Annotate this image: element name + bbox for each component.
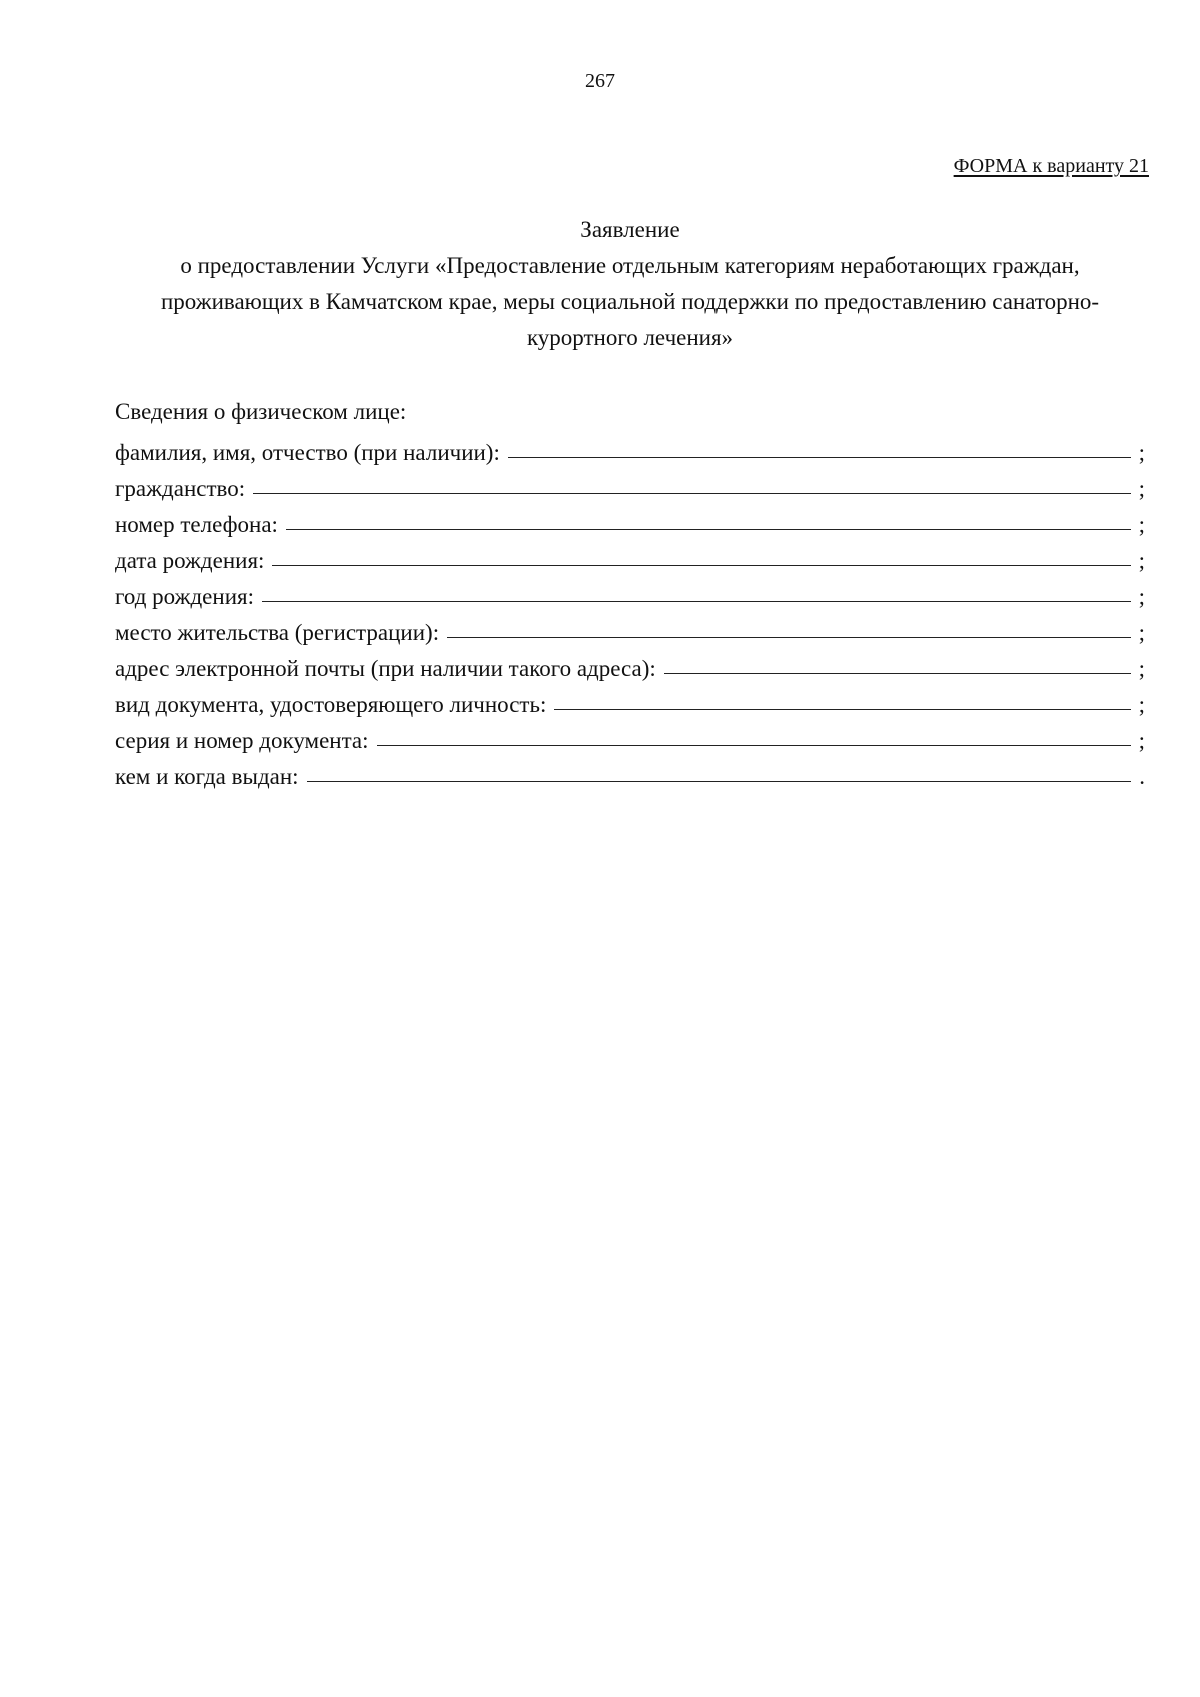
field-terminator: ; <box>1138 692 1145 717</box>
field-label: кем и когда выдан: <box>115 764 299 789</box>
field-document-number <box>115 718 1145 754</box>
title-heading: Заявление <box>580 217 680 242</box>
document-number-field[interactable] <box>377 737 1131 746</box>
title-line: проживающих в Камчатском крае, меры социальной поддержки по предоставлению санаторно- <box>160 289 1100 314</box>
birth-year-field[interactable] <box>262 593 1131 602</box>
field-label: место жительства (регистрации): <box>115 620 440 645</box>
field-terminator: ; <box>1138 620 1145 645</box>
field-label: гражданство: <box>115 476 246 501</box>
field-terminator: ; <box>1138 548 1145 573</box>
field-id-document-type <box>115 682 1145 718</box>
field-email <box>115 646 1145 682</box>
phone-field[interactable] <box>286 521 1131 530</box>
field-residence <box>115 610 1145 646</box>
section-heading: Сведения о физическом лице: <box>115 399 407 424</box>
email-field[interactable] <box>664 665 1131 674</box>
field-full-name <box>115 430 1145 466</box>
field-terminator: . <box>1139 764 1145 789</box>
field-label: серия и номер документа: <box>115 728 369 753</box>
field-citizenship <box>115 466 1145 502</box>
field-birth-year <box>115 574 1145 610</box>
field-birth-date <box>115 538 1145 574</box>
field-label: адрес электронной почты (при наличии такого адреса): <box>115 656 656 681</box>
field-label: фамилия, имя, отчество (при наличии): <box>115 440 500 465</box>
field-terminator: ; <box>1138 440 1145 465</box>
field-terminator: ; <box>1138 728 1145 753</box>
personal-info-section <box>115 394 1145 790</box>
residence-field[interactable] <box>447 629 1131 638</box>
field-terminator: ; <box>1138 656 1145 681</box>
field-terminator: ; <box>1138 476 1145 501</box>
field-label: вид документа, удостоверяющего личность: <box>115 692 547 717</box>
field-terminator: ; <box>1138 584 1145 609</box>
application-title <box>115 212 1145 356</box>
form-reference: ФОРМА к варианту 21 <box>953 155 1149 177</box>
id-document-type-field[interactable] <box>554 701 1131 710</box>
field-label: год рождения: <box>115 584 254 609</box>
birth-date-field[interactable] <box>272 557 1131 566</box>
field-label: дата рождения: <box>115 548 265 573</box>
citizenship-field[interactable] <box>253 485 1131 494</box>
field-label: номер телефона: <box>115 512 278 537</box>
title-line: курортного лечения» <box>526 325 734 350</box>
issued-by-field[interactable] <box>307 773 1131 782</box>
page-number: 267 <box>585 70 615 92</box>
title-line: о предоставлении Услуги «Предоставление отдельным категориям неработающих граждан, <box>180 253 1080 278</box>
field-terminator: ; <box>1138 512 1145 537</box>
field-phone <box>115 502 1145 538</box>
full-name-field[interactable] <box>508 449 1131 458</box>
field-issued-by <box>115 754 1145 790</box>
